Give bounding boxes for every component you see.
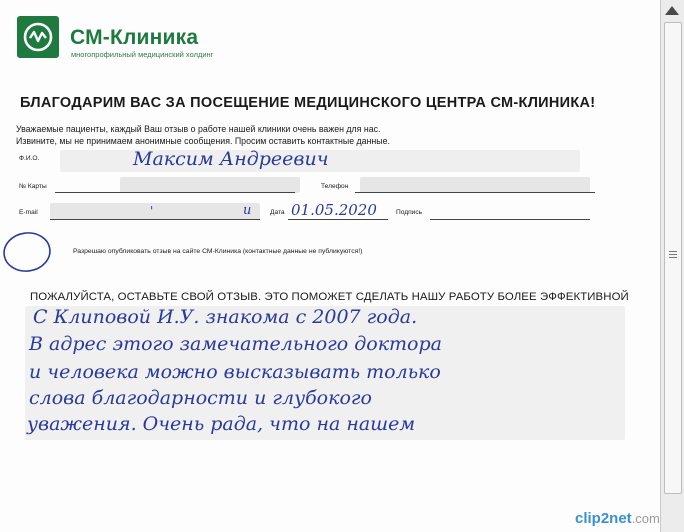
consent-text: Разрешаю опубликовать отзыв на сайте СМ-Клиника (контактные данные не публикуются!) [73,248,363,255]
name-label: Ф.И.О. [19,155,40,162]
review-line: В адрес этого замечательного доктора [29,333,442,355]
date-handwriting: 01.05.2020 [291,201,377,219]
name-handwriting: Максим Андреевич [133,148,329,170]
sign-label: Подпись [396,209,423,216]
redaction-band [360,177,590,193]
feedback-prompt: ПОЖАЛУЙСТА, ОСТАВЬТЕ СВОЙ ОТЗЫВ. ЭТО ПОМОЖЕТ СДЕЛАТЬ НАШУ РАБОТУ БОЛЕЕ ЭФФЕКТИВНОЙ [30,291,629,303]
review-line: слова благодарности и глубокого [29,387,372,409]
watermark-suffix: .com [631,511,660,526]
card-label: № Карты [19,183,47,190]
date-label: Дата [270,209,285,216]
watermark-brand: clip2net [575,510,632,527]
review-line: уважения. Очень рада, что на нашем [27,413,416,435]
logo-subtitle: многопрофильный медицинский холдинг [71,50,214,59]
scroll-up-icon[interactable] [665,6,679,15]
watermark [575,510,660,527]
email-label: E-mail [19,209,38,216]
logo-icon [17,16,59,58]
review-line: С Клиповой И.У. знакома с 2007 года. [33,306,418,328]
email-fragment: ' [150,204,154,218]
phone-label: Телефон [321,183,349,190]
logo-name: СМ-Клиника [70,26,199,49]
email-fragment: и [243,203,252,218]
sign-line [430,219,590,220]
intro-line-2: Извините, мы не принимаем анонимные сообщения. Просим оставить контактные данные. [16,136,390,146]
email-line [50,219,260,220]
review-line: и человека можно высказывать только [29,361,441,383]
card-line [55,192,295,193]
redaction-band [120,177,300,193]
phone-line [355,192,595,193]
form-title: БЛАГОДАРИМ ВАС ЗА ПОСЕЩЕНИЕ МЕДИЦИНСКОГО ЦЕНТРА СМ-КЛИНИКА! [20,95,596,111]
intro-line-1: Уважаемые пациенты, каждый Ваш отзыв о работе нашей клиники очень важен для нас. [16,124,381,134]
grip-icon [669,251,677,252]
vertical-scrollbar[interactable] [660,0,684,532]
redaction-band [50,203,260,220]
consent-circle-mark [1,229,53,275]
scroll-thumb[interactable] [664,22,682,494]
date-line [288,219,388,220]
